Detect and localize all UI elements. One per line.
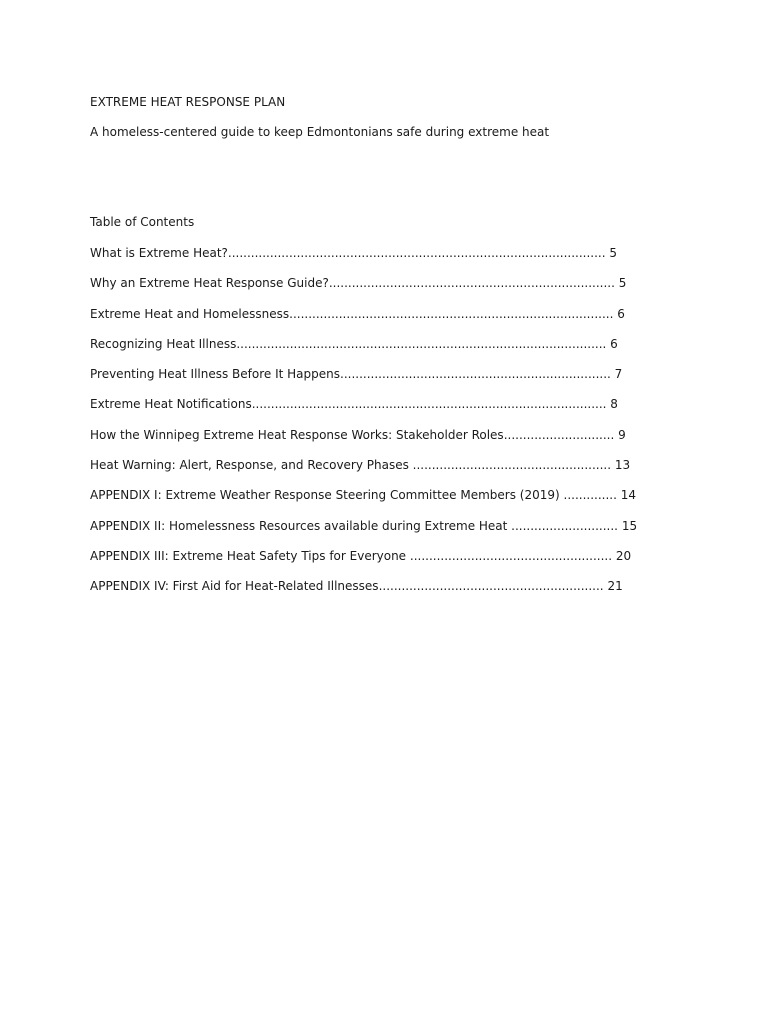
toc-entry-leader: .............................: [503, 427, 615, 442]
toc-entry: [90, 518, 637, 548]
toc-entry-leader: ....................................................: [412, 458, 612, 473]
toc-entry-page: 7: [614, 367, 623, 382]
toc-entry-page: 14: [620, 488, 637, 503]
table-of-contents: [90, 245, 637, 609]
toc-entry-title: What is Extreme Heat?: [90, 246, 228, 260]
toc-entry-leader: .......................................................................: [340, 367, 611, 382]
toc-entry-title: APPENDIX I: Extreme Weather Response Steering Committee Members (2019): [90, 488, 564, 503]
toc-entry-page: 20: [615, 548, 632, 563]
toc-entry: [90, 366, 637, 396]
toc-entry: [90, 548, 637, 578]
toc-entry: [90, 306, 637, 336]
toc-entry-leader: ............................: [511, 518, 618, 533]
toc-entry: [90, 275, 637, 305]
toc-entry-title: Recognizing Heat Illness: [90, 336, 237, 351]
toc-entry-leader: .....................................................: [409, 548, 613, 563]
toc-entry: [90, 245, 637, 275]
toc-entry-page: 5: [618, 276, 627, 291]
toc-entry-page: 6: [610, 336, 618, 351]
toc-entry-title: Preventing Heat Illness Before It Happens: [90, 367, 340, 382]
toc-entry: [90, 487, 637, 517]
toc-entry-page: 13: [614, 458, 631, 473]
toc-entry-leader: ...................................................................................................: [227, 246, 606, 260]
toc-entry-leader: .................................................................................................: [236, 336, 607, 351]
toc-entry-title: APPENDIX II: Homelessness Resources available during Extreme Heat: [90, 518, 512, 533]
toc-entry-page: 21: [607, 579, 623, 594]
toc-entry: [90, 457, 637, 487]
toc-entry-leader: ..............: [563, 488, 617, 503]
toc-entry-page: 15: [621, 518, 638, 533]
toc-entry: [90, 578, 637, 608]
toc-entry-leader: ...........................................................................: [328, 276, 615, 291]
toc-entry-title: Heat Warning: Alert, Response, and Recovery Phases: [90, 458, 413, 473]
toc-entry-title: How the Winnipeg Extreme Heat Response Works: Stakeholder Roles: [90, 427, 504, 442]
toc-entry-leader: ...........................................................: [378, 579, 604, 594]
toc-entry: [90, 427, 637, 457]
toc-entry: [90, 336, 637, 366]
toc-heading: Table of Contents: [90, 215, 195, 229]
toc-entry: [90, 396, 637, 426]
toc-entry-page: 6: [617, 306, 625, 321]
toc-entry-title: Extreme Heat and Homelessness: [90, 306, 290, 321]
toc-entry-title: Extreme Heat Notifications: [90, 397, 252, 412]
toc-entry-leader: .............................................................................................: [251, 397, 607, 412]
document-title: EXTREME HEAT RESPONSE PLAN: [90, 95, 286, 109]
toc-entry-title: Why an Extreme Heat Response Guide?: [90, 276, 329, 291]
toc-entry-leader: .....................................................................................: [289, 306, 614, 321]
toc-entry-page: 8: [610, 397, 618, 412]
toc-entry-title: APPENDIX III: Extreme Heat Safety Tips for Everyone: [90, 548, 410, 563]
toc-entry-page: 9: [618, 427, 626, 442]
toc-entry-title: APPENDIX IV: First Aid for Heat-Related Illnesses: [90, 579, 379, 594]
document-subtitle: A homeless-centered guide to keep Edmontonians safe during extreme heat: [90, 125, 550, 139]
toc-entry-page: 5: [609, 246, 618, 260]
